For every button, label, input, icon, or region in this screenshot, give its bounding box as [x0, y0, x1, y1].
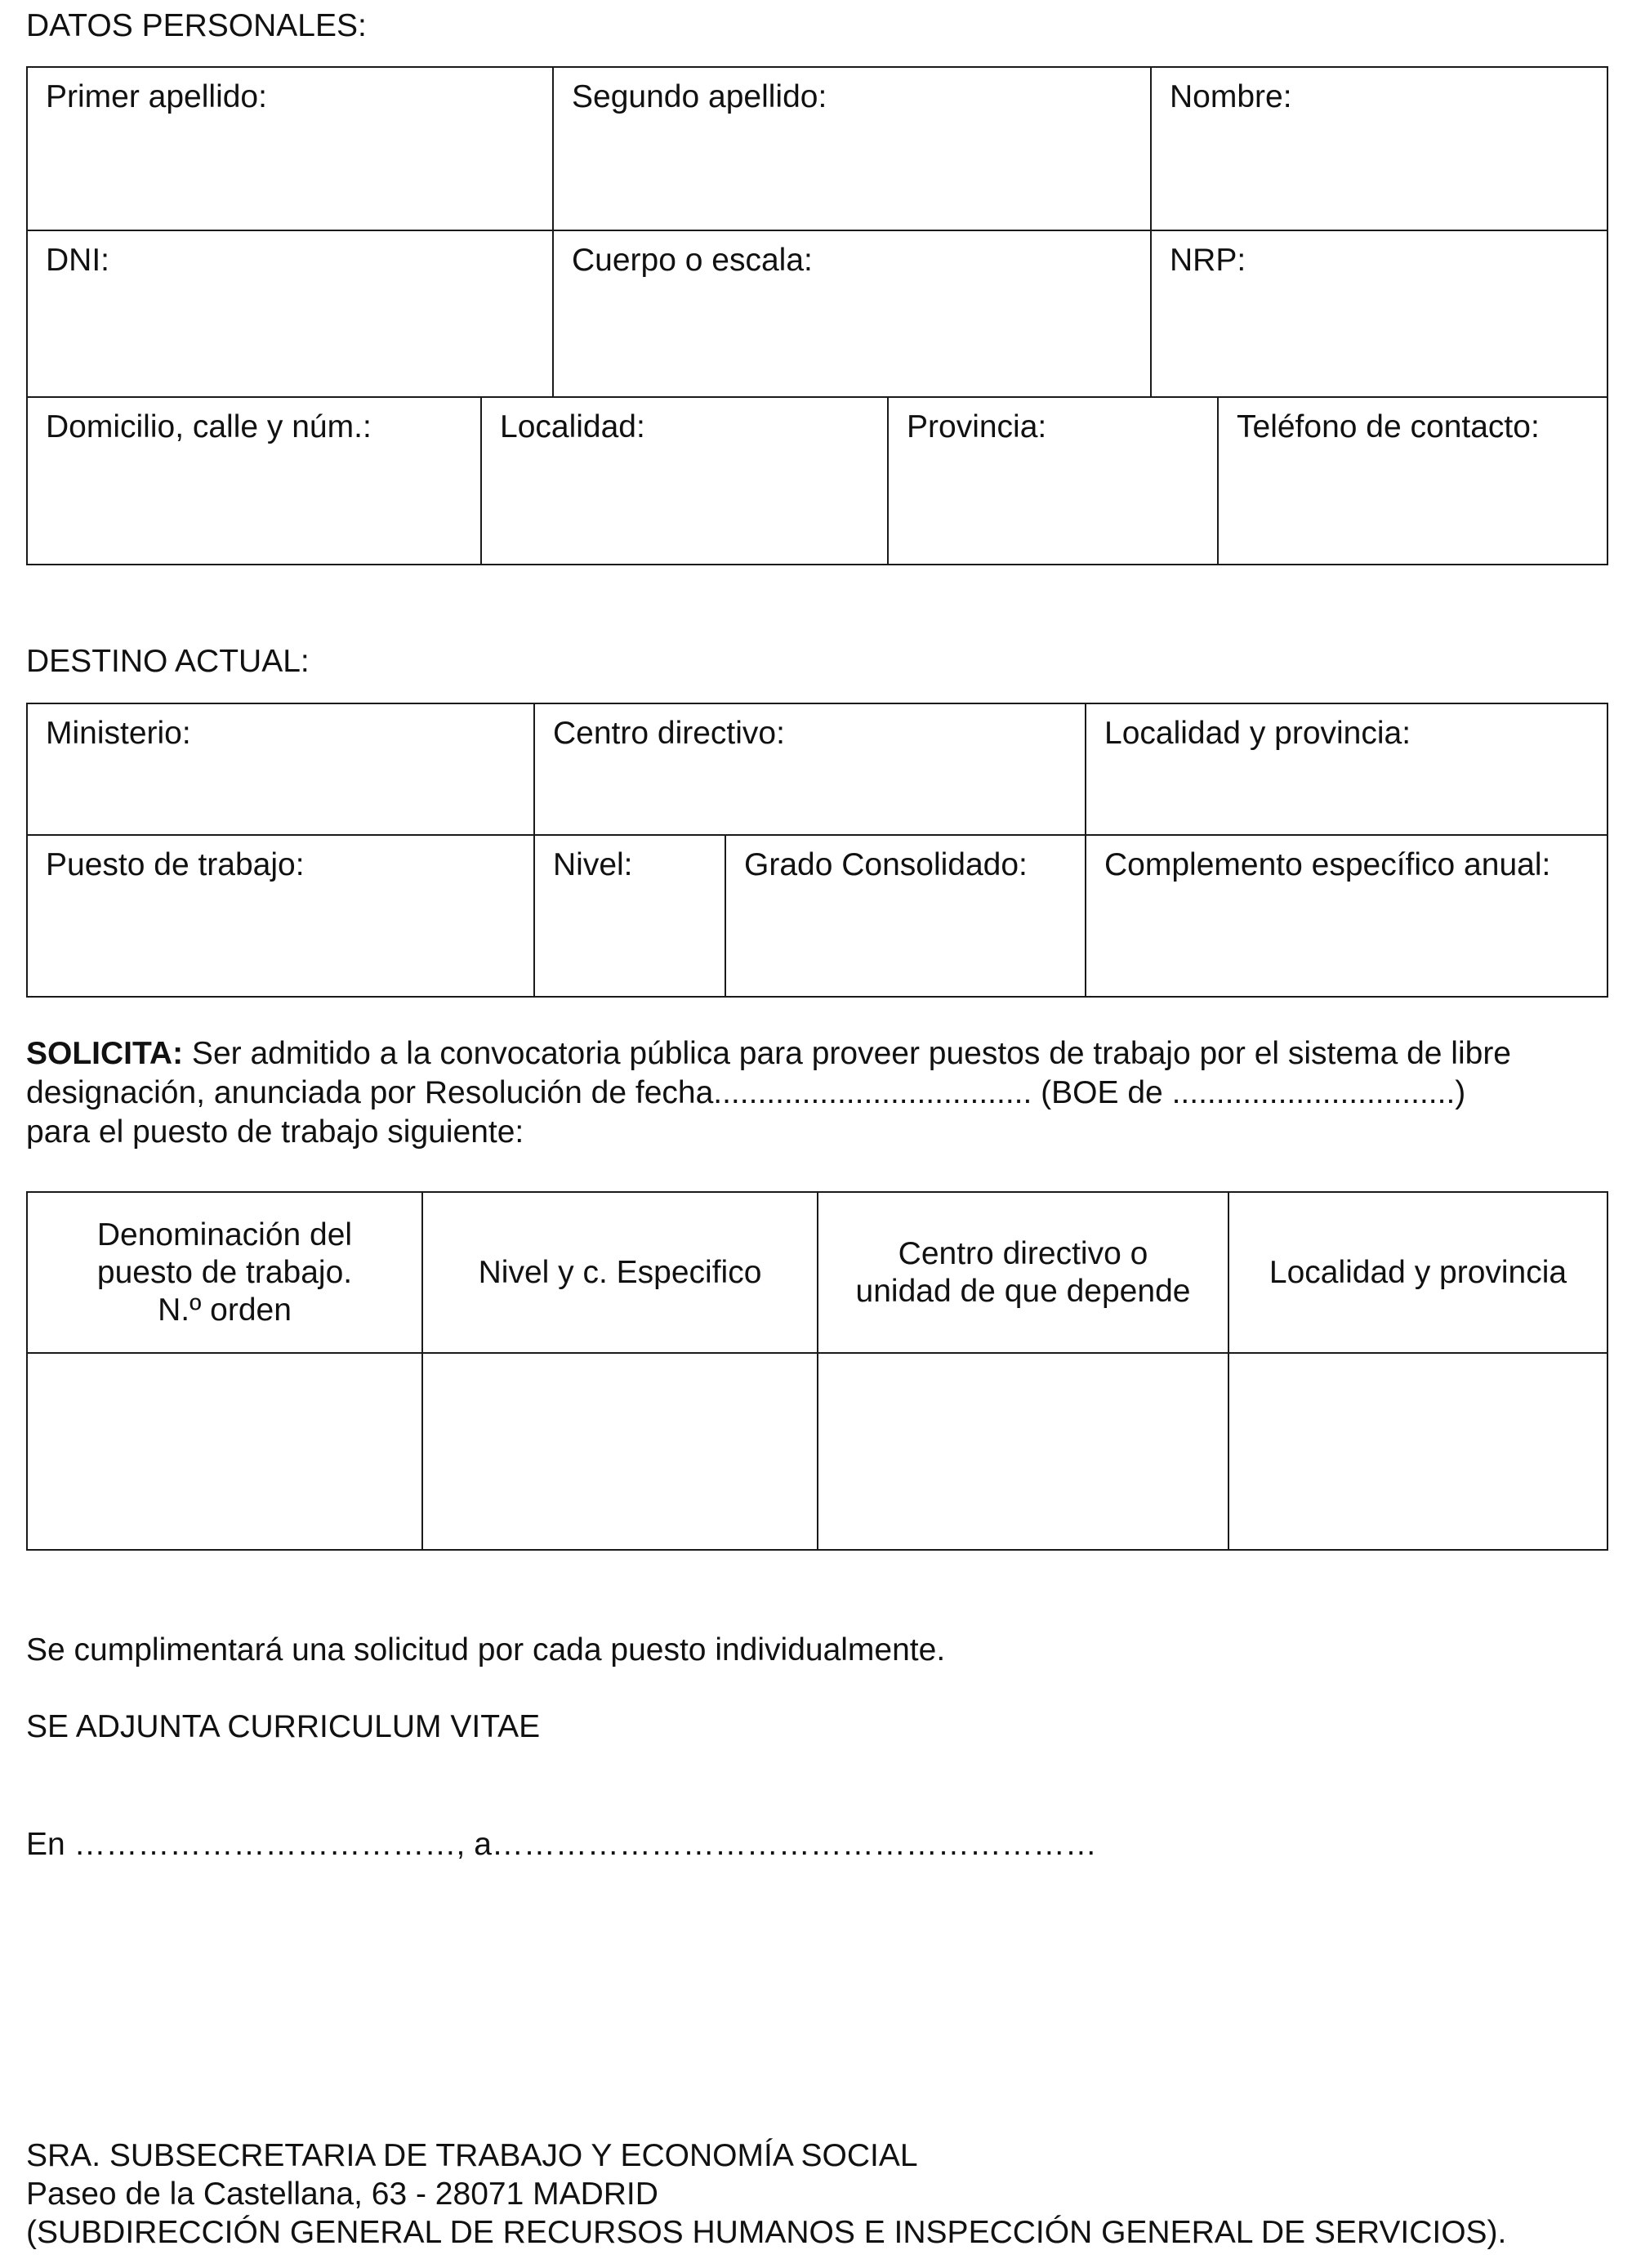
request-text-1: Ser admitido a la convocatoria pública para proveer puestos de trabajo por el sistema de libre [183, 1036, 1512, 1071]
field-telefono[interactable] [1218, 397, 1607, 565]
requested-post-table [26, 1191, 1608, 1551]
field-label: Nombre: [1170, 79, 1292, 114]
field-label: Segundo apellido: [572, 79, 827, 114]
addressee-line-2: Paseo de la Castellana, 63 - 28071 MADRID [26, 2176, 658, 2212]
header-localidad-provincia: Localidad y provincia [1228, 1192, 1607, 1353]
addressee-line-1: SRA. SUBSECRETARIA DE TRABAJO Y ECONOMÍA SOCIAL [26, 2138, 918, 2173]
field-puesto-trabajo[interactable] [27, 835, 534, 997]
section-title-datos-personales: DATOS PERSONALES: [26, 8, 367, 43]
input-nivel-especifico[interactable] [422, 1353, 818, 1550]
input-centro-directivo[interactable] [818, 1353, 1228, 1550]
field-nivel[interactable] [534, 835, 725, 997]
header-centro-directivo: Centro directivo o unidad de que depende [818, 1192, 1228, 1353]
header-denominacion: Denominación del puesto de trabajo. N.º orden [27, 1192, 422, 1353]
field-label: Provincia: [907, 409, 1047, 444]
field-grado-consolidado[interactable] [725, 835, 1086, 997]
field-label: Centro directivo: [553, 716, 785, 751]
field-cuerpo-escala[interactable] [553, 230, 1151, 397]
input-localidad-provincia[interactable] [1228, 1353, 1607, 1550]
field-label: Cuerpo o escala: [572, 243, 813, 278]
personal-data-table [26, 66, 1608, 565]
field-label: Ministerio: [46, 716, 191, 751]
request-line-2: designación, anunciada por Resolución de fecha.................................... (BOE de ................................) [26, 1075, 1466, 1110]
place-date-line[interactable]: En ………………………………, a………………………………………………… [26, 1827, 1097, 1862]
field-localidad-provincia[interactable] [1086, 703, 1607, 835]
field-label: Complemento específico anual: [1104, 847, 1551, 882]
field-complemento-especifico[interactable] [1086, 835, 1607, 997]
field-nombre[interactable] [1151, 67, 1607, 230]
field-localidad[interactable] [481, 397, 888, 565]
header-nivel-especifico: Nivel y c. Especifico [422, 1192, 818, 1353]
field-label: Grado Consolidado: [744, 847, 1028, 882]
current-post-table [26, 703, 1608, 998]
field-ministerio[interactable] [27, 703, 534, 835]
field-label: Primer apellido: [46, 79, 267, 114]
field-label: Domicilio, calle y núm.: [46, 409, 372, 444]
field-label: Localidad: [500, 409, 645, 444]
field-label: Nivel: [553, 847, 633, 882]
field-label: Puesto de trabajo: [46, 847, 305, 882]
request-line-3: para el puesto de trabajo siguiente: [26, 1114, 524, 1150]
field-primer-apellido[interactable] [27, 67, 553, 230]
field-label: NRP: [1170, 243, 1246, 278]
field-label: Localidad y provincia: [1104, 716, 1411, 751]
attachment-text: SE ADJUNTA CURRICULUM VITAE [26, 1709, 541, 1744]
field-dni[interactable] [27, 230, 553, 397]
field-label: Teléfono de contacto: [1237, 409, 1540, 444]
addressee-line-3: (SUBDIRECCIÓN GENERAL DE RECURSOS HUMANOS E INSPECCIÓN GENERAL DE SERVICIOS). [26, 2215, 1507, 2250]
request-line-1 [26, 1034, 1607, 1074]
request-label: SOLICITA: [26, 1036, 184, 1071]
field-nrp[interactable] [1151, 230, 1607, 397]
field-domicilio[interactable] [27, 397, 481, 565]
input-denominacion[interactable] [27, 1353, 422, 1550]
note-text: Se cumplimentará una solicitud por cada puesto individualmente. [26, 1632, 946, 1668]
field-label: DNI: [46, 243, 109, 278]
field-centro-directivo[interactable] [534, 703, 1086, 835]
request-paragraph [26, 1034, 1607, 1152]
field-provincia[interactable] [888, 397, 1218, 565]
section-title-destino-actual: DESTINO ACTUAL: [26, 644, 310, 679]
field-segundo-apellido[interactable] [553, 67, 1151, 230]
